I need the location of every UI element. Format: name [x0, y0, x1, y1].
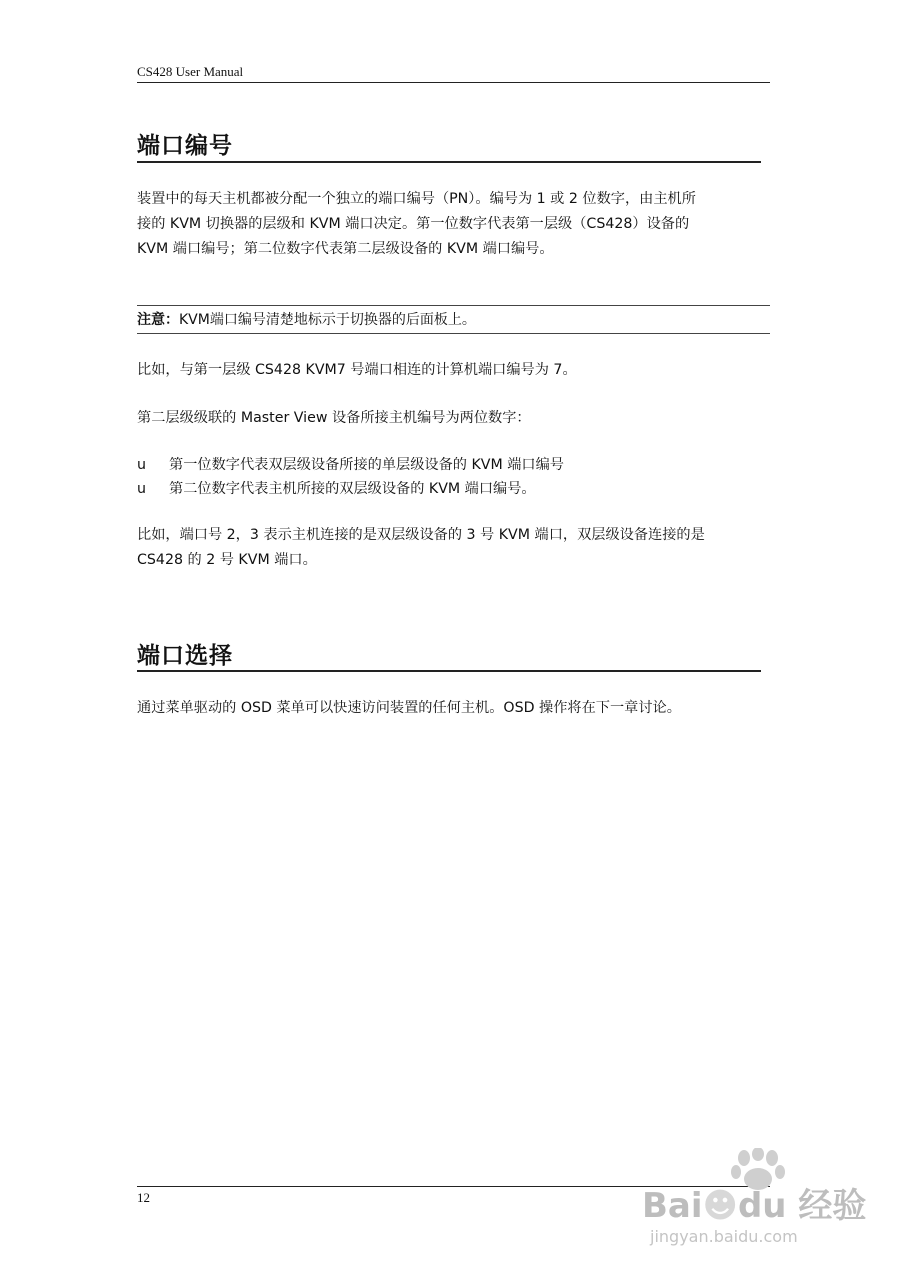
watermark-brand: Bai☻du 经验 [642, 1186, 867, 1226]
note-label: 注意： [137, 312, 179, 328]
note-text: KVM端口编号清楚地标示于切换器的后面板上。 [179, 312, 476, 328]
bullet-mark: u [137, 457, 146, 473]
section-heading-rule [137, 670, 761, 672]
section-heading-rule [137, 161, 761, 163]
note [137, 311, 476, 329]
header-rule [137, 82, 770, 83]
bullet-mark: u [137, 481, 146, 497]
note-top-rule [137, 305, 770, 306]
bullet-text: 第一位数字代表双层级设备所接的单层级设备的 KVM 端口编号 [169, 457, 564, 473]
paragraph-line: 比如，端口号 2，3 表示主机连接的是双层级设备的 3 号 KVM 端口，双层级设备连接的是 [137, 527, 705, 543]
watermark-url: jingyan.baidu.com [650, 1227, 798, 1246]
bullet-item [137, 479, 536, 499]
running-header: CS428 User Manual [137, 64, 244, 79]
port-selection-paragraph: 通过菜单驱动的 OSD 菜单可以快速访问装置的任何主机。OSD 操作将在下一章讨论。 [137, 700, 681, 716]
paragraph-line: CS428 的 2 号 KVM 端口。 [137, 552, 317, 568]
bullet-item [137, 455, 564, 475]
section-heading-port-id: 端口编号 [137, 133, 233, 159]
example-paragraph [137, 523, 761, 573]
paragraph-line: 接的 KVM 切换器的层级和 KVM 端口决定。第一位数字代表第一层级（CS428）设备的 [137, 216, 690, 232]
paragraph-line: KVM 端口编号；第二位数字代表第二层级设备的 KVM 端口编号。 [137, 241, 554, 257]
two-level-intro: 第二层级级联的 Master View 设备所接主机编号为两位数字： [137, 410, 531, 426]
note-bottom-rule [137, 333, 770, 334]
bullet-text: 第二位数字代表主机所接的双层级设备的 KVM 端口编号。 [169, 481, 536, 497]
section-heading-port-selection: 端口选择 [137, 643, 233, 669]
paragraph-line: 装置中的每天主机都被分配一个独立的端口编号（PN）。编号为 1 或 2 位数字，由主机所 [137, 191, 696, 207]
page-number: 12 [137, 1190, 150, 1205]
example-paragraph: 比如，与第一层级 CS428 KVM7 号端口相连的计算机端口编号为 7。 [137, 362, 577, 378]
port-id-paragraph [137, 187, 761, 262]
baidu-jingyan-watermark [642, 1148, 867, 1246]
